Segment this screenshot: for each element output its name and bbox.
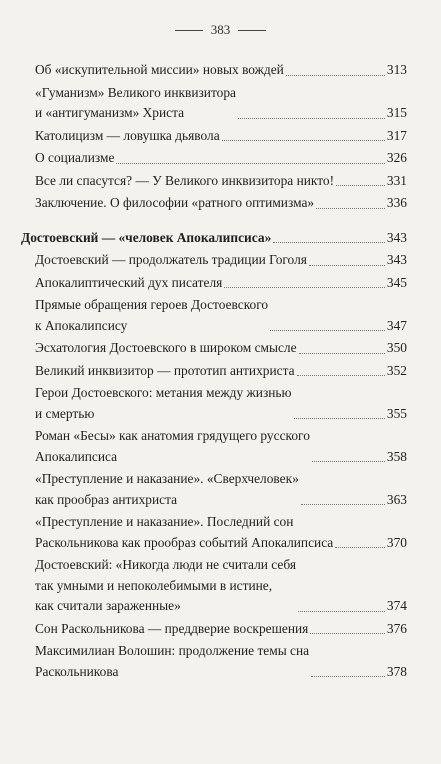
toc-entry [21, 126, 407, 147]
toc-leader-dots [298, 610, 385, 612]
toc-leader-dots [270, 329, 385, 331]
toc-entry-title-line: Сон Раскольникова — преддверие воскрешения [35, 620, 309, 636]
toc-entry-title-line: Раскольникова как прообраз событий Апокалипсиса [35, 534, 334, 550]
toc-entry-page: 363 [386, 491, 407, 507]
toc-entry [21, 555, 407, 617]
toc-entry-page: 343 [386, 252, 407, 267]
toc-entry [21, 361, 407, 382]
toc-leader-dots [316, 207, 385, 209]
toc-entry-title [35, 555, 296, 617]
toc-entry-title-line: «Преступление и наказание». Последний сон [35, 514, 294, 529]
toc-entry-page: 358 [386, 448, 407, 464]
toc-leader-dots [311, 675, 385, 677]
toc-entry-title [35, 619, 308, 640]
toc-leader-dots [299, 352, 385, 354]
page-number: 383 [210, 22, 231, 37]
toc-entry-page: 343 [386, 229, 407, 245]
toc-leader-dots [273, 241, 385, 243]
toc-entry-title [35, 295, 268, 336]
toc-entry-title [35, 83, 236, 124]
toc-entry-page: 350 [386, 340, 407, 355]
toc-entry-page: 326 [386, 150, 407, 165]
toc-entry-page: 331 [386, 172, 407, 188]
toc-entry [21, 193, 407, 214]
toc-leader-dots [335, 546, 385, 548]
toc-entry [21, 426, 407, 467]
toc-entry [21, 619, 407, 640]
toc-entry-title-line: к Апокалипсису [35, 317, 128, 333]
toc-leader-dots [301, 503, 385, 505]
toc-leader-dots [238, 117, 385, 119]
toc-entry-title-line: Все ли спасутся? — У Великого инквизитора никто! [35, 172, 335, 188]
toc-entry-title [35, 426, 310, 467]
page-header [0, 22, 441, 38]
toc-entry-title-line: «Преступление и наказание». «Сверхчеловек» [35, 471, 299, 486]
toc-entry-title-line: Апокалиптический дух писателя [35, 274, 223, 290]
toc-entry-title-line: Достоевский — «человек Апокалипсиса» [21, 229, 272, 245]
toc-entry-page: 355 [386, 405, 407, 421]
toc-leader-dots [294, 417, 385, 419]
toc-entry-title-line: Великий инквизитор — прототип антихриста [35, 362, 295, 378]
toc-entry-title-line: и «антигуманизм» Христа [35, 105, 185, 120]
toc-entry-title-line: Герои Достоевского: метания между жизнью [35, 385, 292, 400]
toc-entry-title [35, 273, 222, 294]
toc-entry-page: 352 [386, 362, 407, 378]
toc-leader-dots [297, 374, 385, 376]
toc-entry-title-line: Роман «Бесы» как анатомия грядущего русского [35, 428, 310, 443]
toc-leader-dots [312, 460, 385, 462]
toc-entry-page: 313 [386, 62, 407, 77]
toc-entry [21, 338, 407, 359]
toc-entry-title [35, 361, 295, 382]
toc-leader-dots [116, 162, 384, 164]
toc-entry-title-line: О социализме [35, 150, 115, 165]
toc-leader-dots [336, 184, 385, 186]
toc-entry-page: 376 [386, 620, 407, 636]
toc-entry-title [35, 171, 334, 192]
toc-leader-dots [309, 264, 385, 266]
toc-entry-title [35, 338, 297, 359]
toc-entry-title [35, 250, 307, 271]
toc-entry-title [35, 469, 299, 510]
toc-entry-title-line: как прообраз антихриста [35, 491, 178, 507]
toc-entry [21, 512, 407, 553]
toc-entry-title [35, 641, 309, 682]
toc-entry-page: 370 [386, 534, 407, 550]
toc-leader-dots [286, 74, 385, 76]
toc-entry-title-line: как считали зараженные» [35, 598, 181, 613]
toc-entry-title-line: «Гуманизм» Великого инквизитора [35, 84, 236, 100]
toc-entry-page: 315 [386, 105, 407, 120]
toc-entry-title [21, 228, 271, 249]
toc-entry-title [35, 383, 292, 424]
toc-leader-dots [310, 632, 385, 634]
toc-leader-dots [222, 139, 385, 141]
toc-entry-title-line: Католицизм — ловушка дьявола [35, 127, 220, 143]
toc-entry-title-line: Заключение. О философии «ратного оптимизма» [35, 195, 315, 210]
toc-entry-title [35, 60, 284, 81]
toc-entry-title-line: Раскольникова [35, 663, 119, 679]
toc-entry-title-line: Достоевский: «Никогда люди не считали себя [35, 557, 296, 572]
toc-entry-title-line: Достоевский — продолжатель традиции Гоголя [35, 252, 307, 267]
toc-entry-title [35, 148, 114, 169]
toc-leader-dots [224, 286, 385, 288]
toc-entry-title-line: Максимилиан Волошин: продолжение темы сна [35, 643, 310, 658]
toc-entry-title-line: Апокалипсиса [35, 448, 118, 464]
toc-entry-title-line: Эсхатология Достоевского в широком смысле [35, 340, 297, 355]
toc-entry [21, 273, 407, 294]
table-of-contents [21, 60, 407, 684]
toc-entry [21, 171, 407, 192]
toc-entry-page: 317 [386, 127, 407, 143]
toc-entry-page: 374 [386, 598, 407, 613]
toc-entry [21, 83, 407, 124]
toc-entry-page: 336 [386, 195, 407, 210]
toc-entry-title-line: Об «искупительной миссии» новых вождей [35, 62, 284, 77]
toc-entry [21, 641, 407, 682]
toc-entry-title-line: так умными и непоколебимыми в истине, [35, 577, 273, 593]
toc-entry [21, 383, 407, 424]
toc-entry-page: 345 [386, 274, 407, 290]
header-dash-right [238, 30, 266, 31]
toc-entry [21, 148, 407, 169]
toc-entry [21, 60, 407, 81]
toc-entry [21, 469, 407, 510]
toc-entry [21, 250, 407, 271]
header-dash-left [175, 30, 203, 31]
toc-entry-title [35, 126, 220, 147]
toc-entry-title-line: Прямые обращения героев Достоевского [35, 297, 269, 312]
toc-entry-title [35, 193, 314, 214]
toc-entry [21, 295, 407, 336]
toc-section-entry [21, 228, 407, 249]
toc-entry-page: 347 [386, 317, 407, 333]
toc-entry-title [35, 512, 333, 553]
toc-entry-page: 378 [386, 663, 407, 679]
toc-entry-title-line: и смертью [35, 405, 95, 421]
